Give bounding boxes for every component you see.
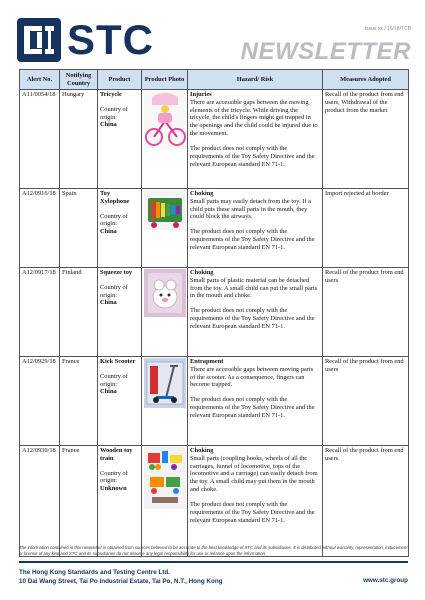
tricycle-photo [144, 91, 186, 149]
squeeze-toy-photo [144, 269, 186, 317]
product-name: Tricycle [100, 91, 122, 98]
compliance-note: The product does not comply with the requirements of the Toy Safety Directive and the relevant European standard EN 71-1. [190, 228, 315, 251]
issue-reference: Issue xx / 16/18/TCB [364, 26, 411, 32]
company-name: The Hong Kong Standards and Testing Centre Ltd. [19, 569, 171, 576]
alerts-table [19, 69, 409, 557]
notifying-country: France [60, 357, 98, 446]
measures-adopted: Recall of the product from end users [323, 268, 409, 357]
stc-logo-mark-icon [17, 18, 61, 62]
product-cell [98, 357, 142, 446]
hazard-cell [188, 189, 323, 268]
company-address-block [19, 568, 223, 586]
alert-number: A12/0917/18 [20, 268, 60, 357]
website-link[interactable]: www.stc.group [363, 577, 408, 584]
hazard-description: There are accessible gaps between moving parts of the scooter. As a consequence, fingers can become trapped. [190, 365, 314, 389]
origin-value: Unknown [100, 485, 127, 493]
origin-value: China [100, 121, 117, 129]
page-header [0, 0, 425, 68]
product-name: Kick Scooter [100, 358, 136, 365]
hazard-title: Injuries [190, 91, 212, 98]
hazard-cell [188, 357, 323, 446]
origin-label: Country of origin: [100, 212, 128, 228]
xylophone-photo [144, 190, 186, 230]
alert-number: A12/0929/18 [20, 357, 60, 446]
kick-scooter-photo [144, 358, 186, 408]
notifying-country: Hungary [60, 90, 98, 189]
table-row [20, 90, 409, 189]
notifying-country: Spain [60, 189, 98, 268]
photo-cell [142, 446, 188, 557]
hazard-description: There are accessible gaps between the moving elements of the tricycle. While driving the tricycle, the child's fingers might get trapped in the openings and the child could be injured due to the movement. [190, 98, 318, 138]
hazard-cell [188, 446, 323, 557]
alert-number: A11/0054/18 [20, 90, 60, 189]
notifying-country: Finland [60, 268, 98, 357]
product-name: Squeeze toy [100, 269, 133, 276]
product-cell [98, 90, 142, 189]
header-measures-adopted: Measures Adopted [323, 70, 409, 90]
header-alert-no: Alert No. [20, 70, 60, 90]
measures-adopted: Import rejected at border [323, 189, 409, 268]
footer-divider [19, 561, 408, 563]
origin-label: Country of origin: [100, 283, 128, 299]
product-name: Toy Xylophone [100, 190, 130, 205]
table-row [20, 357, 409, 446]
notifying-country: France [60, 446, 98, 557]
photo-cell [142, 357, 188, 446]
disclaimer-text: The information contained in this newsletter is obtained from sources believed to be accurate to the best knowledge of STC and its subsidiaries. It is distributed without warranty, representation, inducement or license of any kind and STC and its subsidiaries do not assume any legal responsibility for use or reliance upon the information. [19, 545, 408, 556]
hazard-cell [188, 90, 323, 189]
photo-cell [142, 90, 188, 189]
measures-adopted: Recall of the product from end users [323, 446, 409, 557]
table-row [20, 446, 409, 557]
hazard-title: Entrapment [190, 358, 224, 365]
origin-value: China [100, 228, 117, 236]
hazard-cell [188, 268, 323, 357]
measures-adopted: Recall of the product from end users, Withdrawal of the product from the market [323, 90, 409, 189]
hazard-description: Small parts of plastic material can be detached from the toy. A small child can put the small parts in the mouth and choke. [190, 276, 318, 300]
header-notifying-country: Notifying Country [60, 70, 98, 90]
photo-cell [142, 189, 188, 268]
table-row [20, 189, 409, 268]
compliance-note: The product does not comply with the requirements of the Toy Safety Directive and the relevant European standard EN 71-1. [190, 396, 315, 419]
product-cell [98, 268, 142, 357]
origin-value: China [100, 388, 117, 396]
compliance-note: The product does not comply with the requirements of the Toy Safety Directive and the relevant European standard EN 71-1. [190, 307, 315, 330]
header-product: Product [98, 70, 142, 90]
newsletter-title: NEWSLETTER [240, 38, 411, 65]
product-cell [98, 446, 142, 557]
stc-logo [17, 18, 187, 62]
alert-number: A12/0916/18 [20, 189, 60, 268]
origin-label: Country of origin: [100, 372, 128, 388]
compliance-note: The product does not comply with the requirements of the Toy Safety Directive and the relevant European standard EN 71-1. [190, 144, 315, 168]
logo-text: STC [67, 16, 154, 63]
measures-adopted: Recall of the product from end users [323, 357, 409, 446]
table-row [20, 268, 409, 357]
hazard-title: Choking [190, 269, 214, 276]
hazard-description: Small parts (coupling hooks, wheels of all the carriages, funnel of locomotive, tops of the locomotive and a carriage) can easily detach from the toy. A small child may put them in the mouth and choke. [190, 454, 318, 494]
product-cell [98, 189, 142, 268]
origin-value: China [100, 299, 117, 307]
wooden-train-photo [144, 447, 186, 509]
product-name: Wooden toy train [100, 447, 133, 462]
hazard-title: Choking [190, 190, 214, 197]
hazard-title: Choking [190, 447, 214, 454]
table-header-row [20, 70, 409, 90]
origin-label: Country of origin: [100, 105, 128, 121]
header-product-photo: Product Photo [142, 70, 188, 90]
hazard-description: Small parts may easily detach from the toy. If a child puts these small parts in the mouth, they could block the airways. [190, 197, 311, 221]
photo-cell [142, 268, 188, 357]
alert-number: A12/0930/18 [20, 446, 60, 557]
company-address: 10 Dai Wang Street, Tai Po Industrial Estate, Tai Po, N.T., Hong Kong [19, 578, 223, 586]
compliance-note: The product does not comply with the requirements of the Toy Safety Directive and the relevant European standard EN 71-1. [190, 500, 315, 524]
origin-label: Country of origin: [100, 469, 128, 485]
header-hazard-risk: Hazard/ Risk [188, 70, 323, 90]
